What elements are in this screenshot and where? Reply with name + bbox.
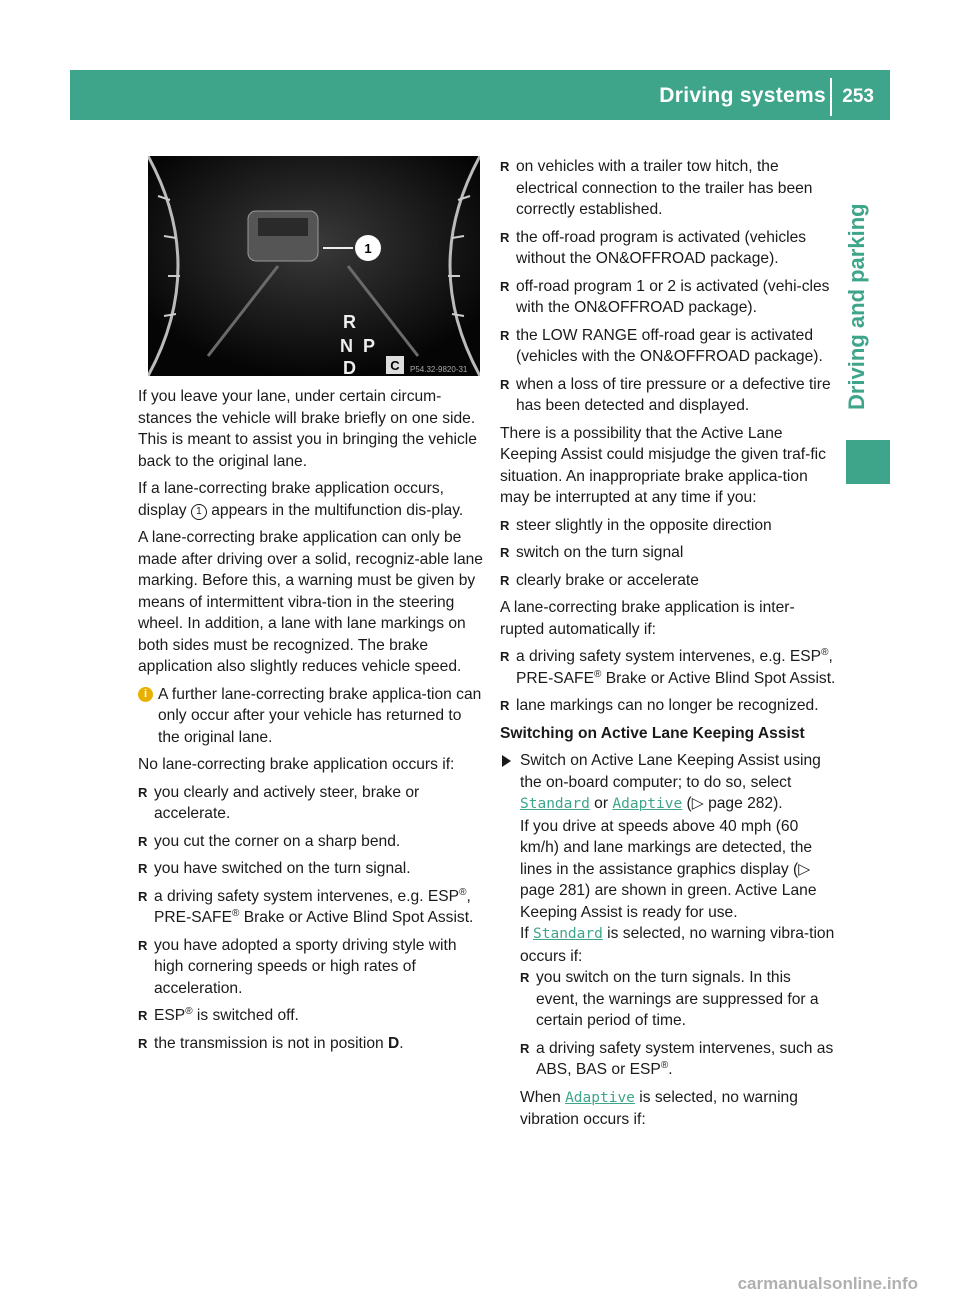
paragraph: A lane-correcting brake application can only be made after driving over a solid, recogniz-able lane marking. Before this, a warning must be given by means of intermittent vibra-tion in the steering wheel. In addition, a lane with lane markings on both sides must be recognized. The brake application also slightly reduces vehicle speed. (138, 529, 483, 675)
right-column (500, 156, 836, 1131)
list-item: R the LOW RANGE off-road gear is activated (vehicles with the ON&OFFROAD package). (500, 325, 836, 368)
menu-option-adaptive: Adaptive (565, 1089, 635, 1106)
left-column (138, 386, 483, 1060)
paragraph: If you drive at speeds above 40 mph (60 km/h) and lane markings are detected, the lines in the assistance graphics display (▷ page 281) are shown in green. Active Lane Keeping Assist is ready for use. (520, 817, 817, 921)
menu-option-standard: Standard (533, 926, 603, 942)
instruction-step: Switch on Active Lane Keeping Assist using the on-board computer; to do so, select Standard or Adaptive (▷ page 282). (500, 750, 836, 816)
paragraph: A lane-correcting brake application is inter-rupted automatically if: (500, 599, 795, 638)
menu-option-adaptive: Adaptive (612, 796, 683, 812)
section-heading: Switching on Active Lane Keeping Assist (500, 724, 805, 742)
header-bar (70, 70, 890, 120)
chapter-label-text: Driving and parking (844, 203, 869, 410)
list-item: R clearly brake or accelerate (500, 570, 836, 592)
list-item: R steer slightly in the opposite direction (500, 515, 836, 537)
list-item: R lane markings can no longer be recognized. (500, 695, 836, 717)
list-item: R you have switched on the turn signal. (138, 858, 483, 880)
list-item: R you have adopted a sporty driving style with high cornering speeds or high rates of acceleration. (138, 935, 483, 1000)
section-title: Driving systems (659, 84, 826, 107)
info-note: i A further lane-correcting brake applica-tion can only occur after your vehicle has returned to the original lane. (138, 684, 483, 749)
paragraph: No lane-correcting brake application occurs if: (138, 756, 455, 773)
list-item: R you cut the corner on a sharp bend. (138, 831, 483, 853)
list-item: R off-road program 1 or 2 is activated (vehi-cles with the ON&OFFROAD package). (500, 276, 836, 319)
gear-n: N (340, 336, 353, 356)
info-icon: i (138, 687, 153, 702)
page-number: 253 (842, 86, 874, 107)
list-item: R a driving safety system intervenes, e.g. ESP®, PRE-SAFE® Brake or Active Blind Spot Assist. (138, 886, 483, 929)
chapter-tab (846, 440, 890, 484)
instrument-cluster-image (148, 156, 480, 376)
cluster-graphic (148, 156, 480, 376)
list-item: R you clearly and actively steer, brake or accelerate. (138, 782, 483, 825)
menu-option-standard: Standard (520, 796, 590, 812)
list-item: R a driving safety system intervenes, such as ABS, BAS or ESP®. (520, 1038, 836, 1081)
watermark: carmanualsonline.info (737, 1274, 918, 1293)
list-item: R you switch on the turn signals. In this event, the warnings are suppressed for a certain period of time. (520, 967, 836, 1032)
list-item: R on vehicles with a trailer tow hitch, the electrical connection to the trailer has been correctly established. (500, 156, 836, 221)
paragraph: If Standard is selected, no warning vibra-tion occurs if: (520, 925, 835, 965)
list-item: R the transmission is not in position D. (138, 1033, 483, 1055)
image-code: P54.32-9820-31 (410, 365, 468, 374)
paragraph: If you leave your lane, under certain circum-stances the vehicle will brake briefly on one side. This is meant to assist you in bringing the vehicle back to the original lane. (138, 388, 477, 470)
gear-c: C (390, 358, 400, 373)
marker-1: 1 (364, 241, 372, 256)
paragraph: If a lane-correcting brake application occurs, display 1 appears in the multifunction dis-play. (138, 480, 464, 519)
list-item: R a driving safety system intervenes, e.g. ESP®, PRE-SAFE® Brake or Active Blind Spot Assist. (500, 646, 836, 689)
gear-d: D (343, 358, 356, 376)
list-item: R switch on the turn signal (500, 542, 836, 564)
step-arrow-icon (502, 755, 511, 767)
list-item: R when a loss of tire pressure or a defective tire has been detected and displayed. (500, 374, 836, 417)
paragraph: There is a possibility that the Active Lane Keeping Assist could misjudge the given traf-fic situation. An inappropriate brake applica-tion may be interrupted at any time if you: (500, 424, 826, 506)
paragraph: When Adaptive is selected, no warning vibration occurs if: (520, 1088, 798, 1128)
marker-1: 1 (191, 504, 207, 520)
header-divider (830, 78, 832, 116)
list-item: R ESP® is switched off. (138, 1005, 483, 1027)
gear-p: P (363, 336, 376, 356)
gear-r: R (343, 312, 356, 332)
list-item: R the off-road program is activated (vehicles without the ON&OFFROAD package). (500, 227, 836, 270)
